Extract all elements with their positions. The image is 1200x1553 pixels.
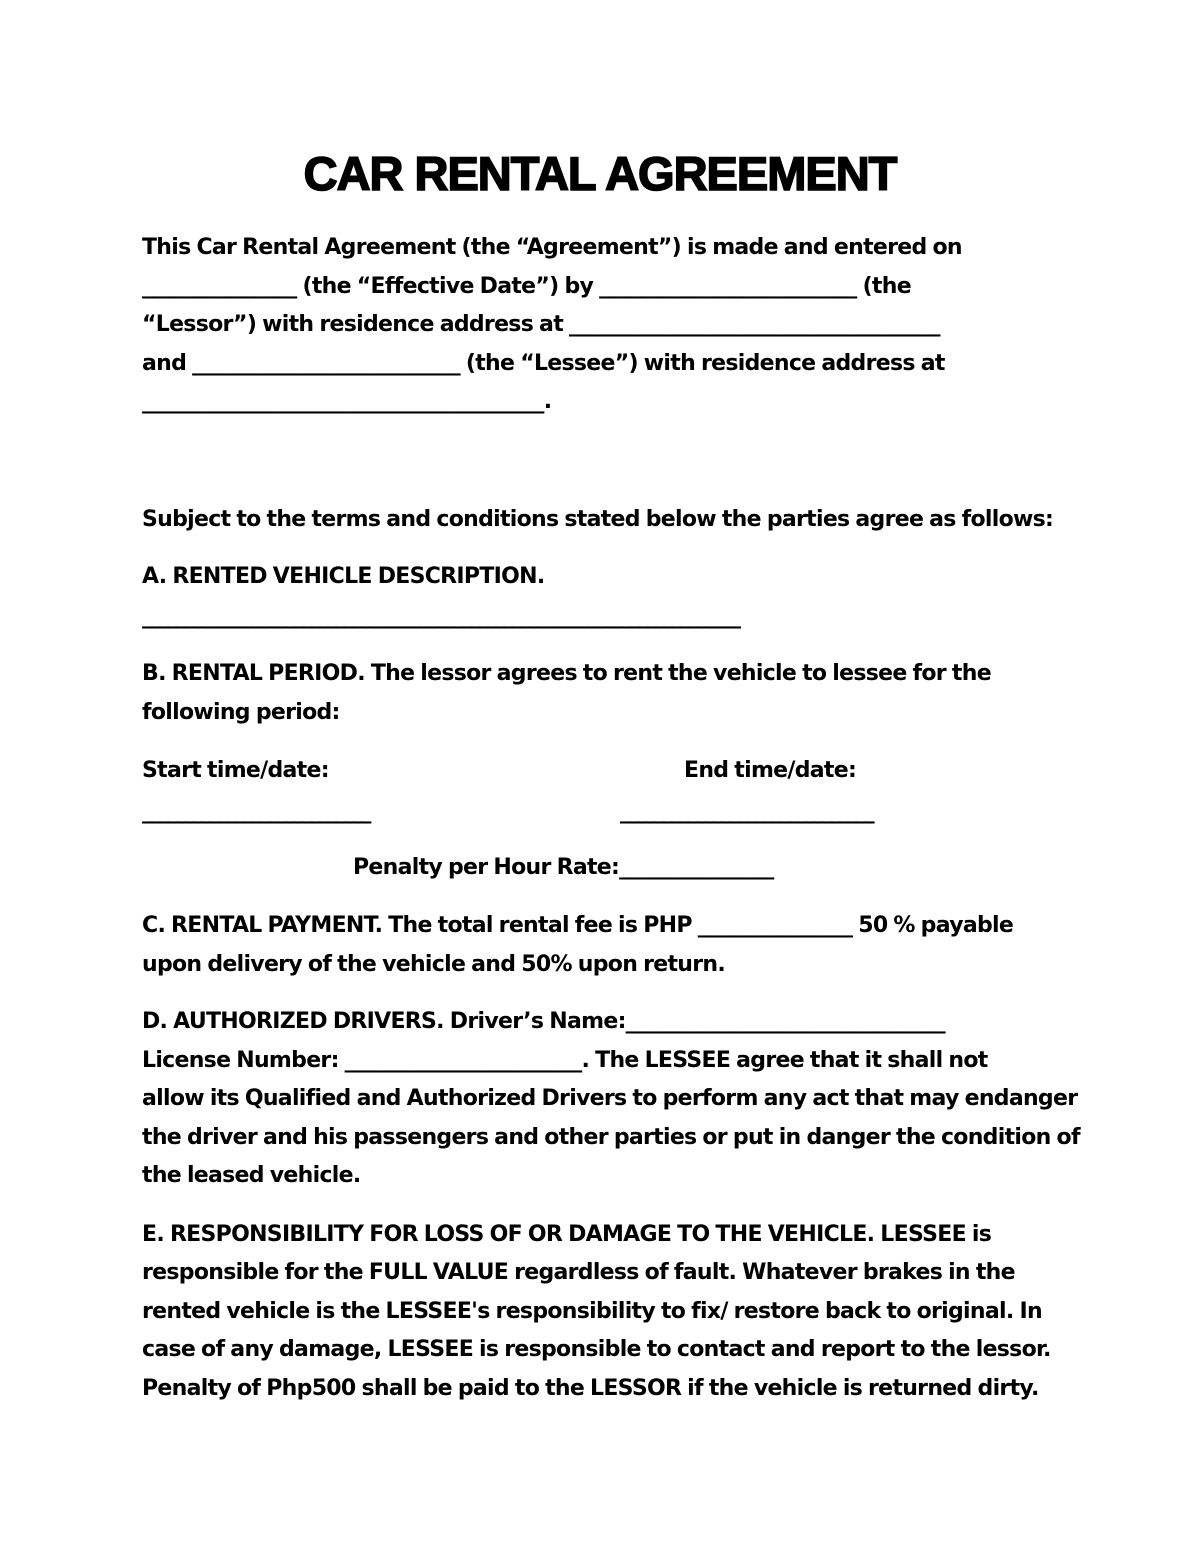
section-c-line-1	[142, 911, 1013, 941]
section-d-line-1	[142, 1007, 945, 1037]
intro-line-1: This Car Rental Agreement (the “Agreement”) is made and entered on	[142, 235, 962, 260]
section-d-text: Driver’s Name:_______________________________	[443, 1009, 945, 1034]
intro-line-3: “Lessor”) with residence address at ____________________________________	[142, 312, 940, 337]
section-e-line-1	[142, 1220, 991, 1250]
section-a-heading: A. RENTED VEHICLE DESCRIPTION.	[142, 564, 545, 589]
intro-line-2: _______________ (the “Effective Date”) by _________________________ (the	[142, 274, 911, 299]
penalty-per-hour: Penalty per Hour Rate:_______________	[353, 855, 774, 880]
section-b-line-2: following period:	[142, 700, 340, 725]
section-e-line-4: case of any damage, LESSEE is responsible to contact and report to the lessor.	[142, 1337, 1051, 1362]
section-d-line-4: the driver and his passengers and other parties or put in danger the condition of	[142, 1125, 1080, 1150]
section-e-line-2: responsible for the FULL VALUE regardless of fault. Whatever brakes in the	[142, 1260, 1015, 1285]
section-d-heading: D. AUTHORIZED DRIVERS.	[142, 1009, 444, 1034]
intro-line-5: _______________________________________.	[142, 389, 552, 414]
intro-line-4: and __________________________ (the “Lessee”) with residence address at	[142, 351, 945, 376]
section-b-text: The lessor agrees to rent the vehicle to lessee for the	[364, 661, 991, 686]
document-title: CAR RENTAL AGREEMENT	[303, 147, 897, 200]
section-e-line-5: Penalty of Php500 shall be paid to the LESSOR if the vehicle is returned dirty.	[142, 1376, 1039, 1401]
section-b-line-1	[142, 659, 991, 689]
section-e-text: LESSEE is	[874, 1222, 992, 1247]
section-d-line-2: License Number: _______________________. The LESSEE agree that it shall not	[142, 1048, 988, 1073]
vehicle-description-blank: _______________________________________________________________________	[142, 604, 739, 629]
end-time-label: End time/date:	[684, 758, 857, 783]
section-c-heading: C. RENTAL PAYMENT.	[142, 913, 383, 938]
section-b-heading: B. RENTAL PERIOD.	[142, 661, 365, 686]
section-e-line-3: rented vehicle is the LESSEE's responsibility to fix/ restore back to original. In	[142, 1299, 1042, 1324]
start-time-label: Start time/date:	[142, 758, 329, 783]
section-e-heading: E. RESPONSIBILITY FOR LOSS OF OR DAMAGE TO THE VEHICLE.	[142, 1222, 875, 1247]
start-time-blank: ___________________________	[142, 799, 369, 824]
subject-line: Subject to the terms and conditions stated below the parties agree as follows:	[142, 507, 1054, 532]
section-c-text: The total rental fee is PHP _______________ 50 % payable	[382, 913, 1014, 938]
end-time-blank: ______________________________	[620, 799, 873, 824]
section-d-line-5: the leased vehicle.	[142, 1163, 361, 1188]
section-d-line-3: allow its Qualified and Authorized Drivers to perform any act that may endanger	[142, 1086, 1078, 1111]
section-c-line-2: upon delivery of the vehicle and 50% upon return.	[142, 952, 726, 977]
